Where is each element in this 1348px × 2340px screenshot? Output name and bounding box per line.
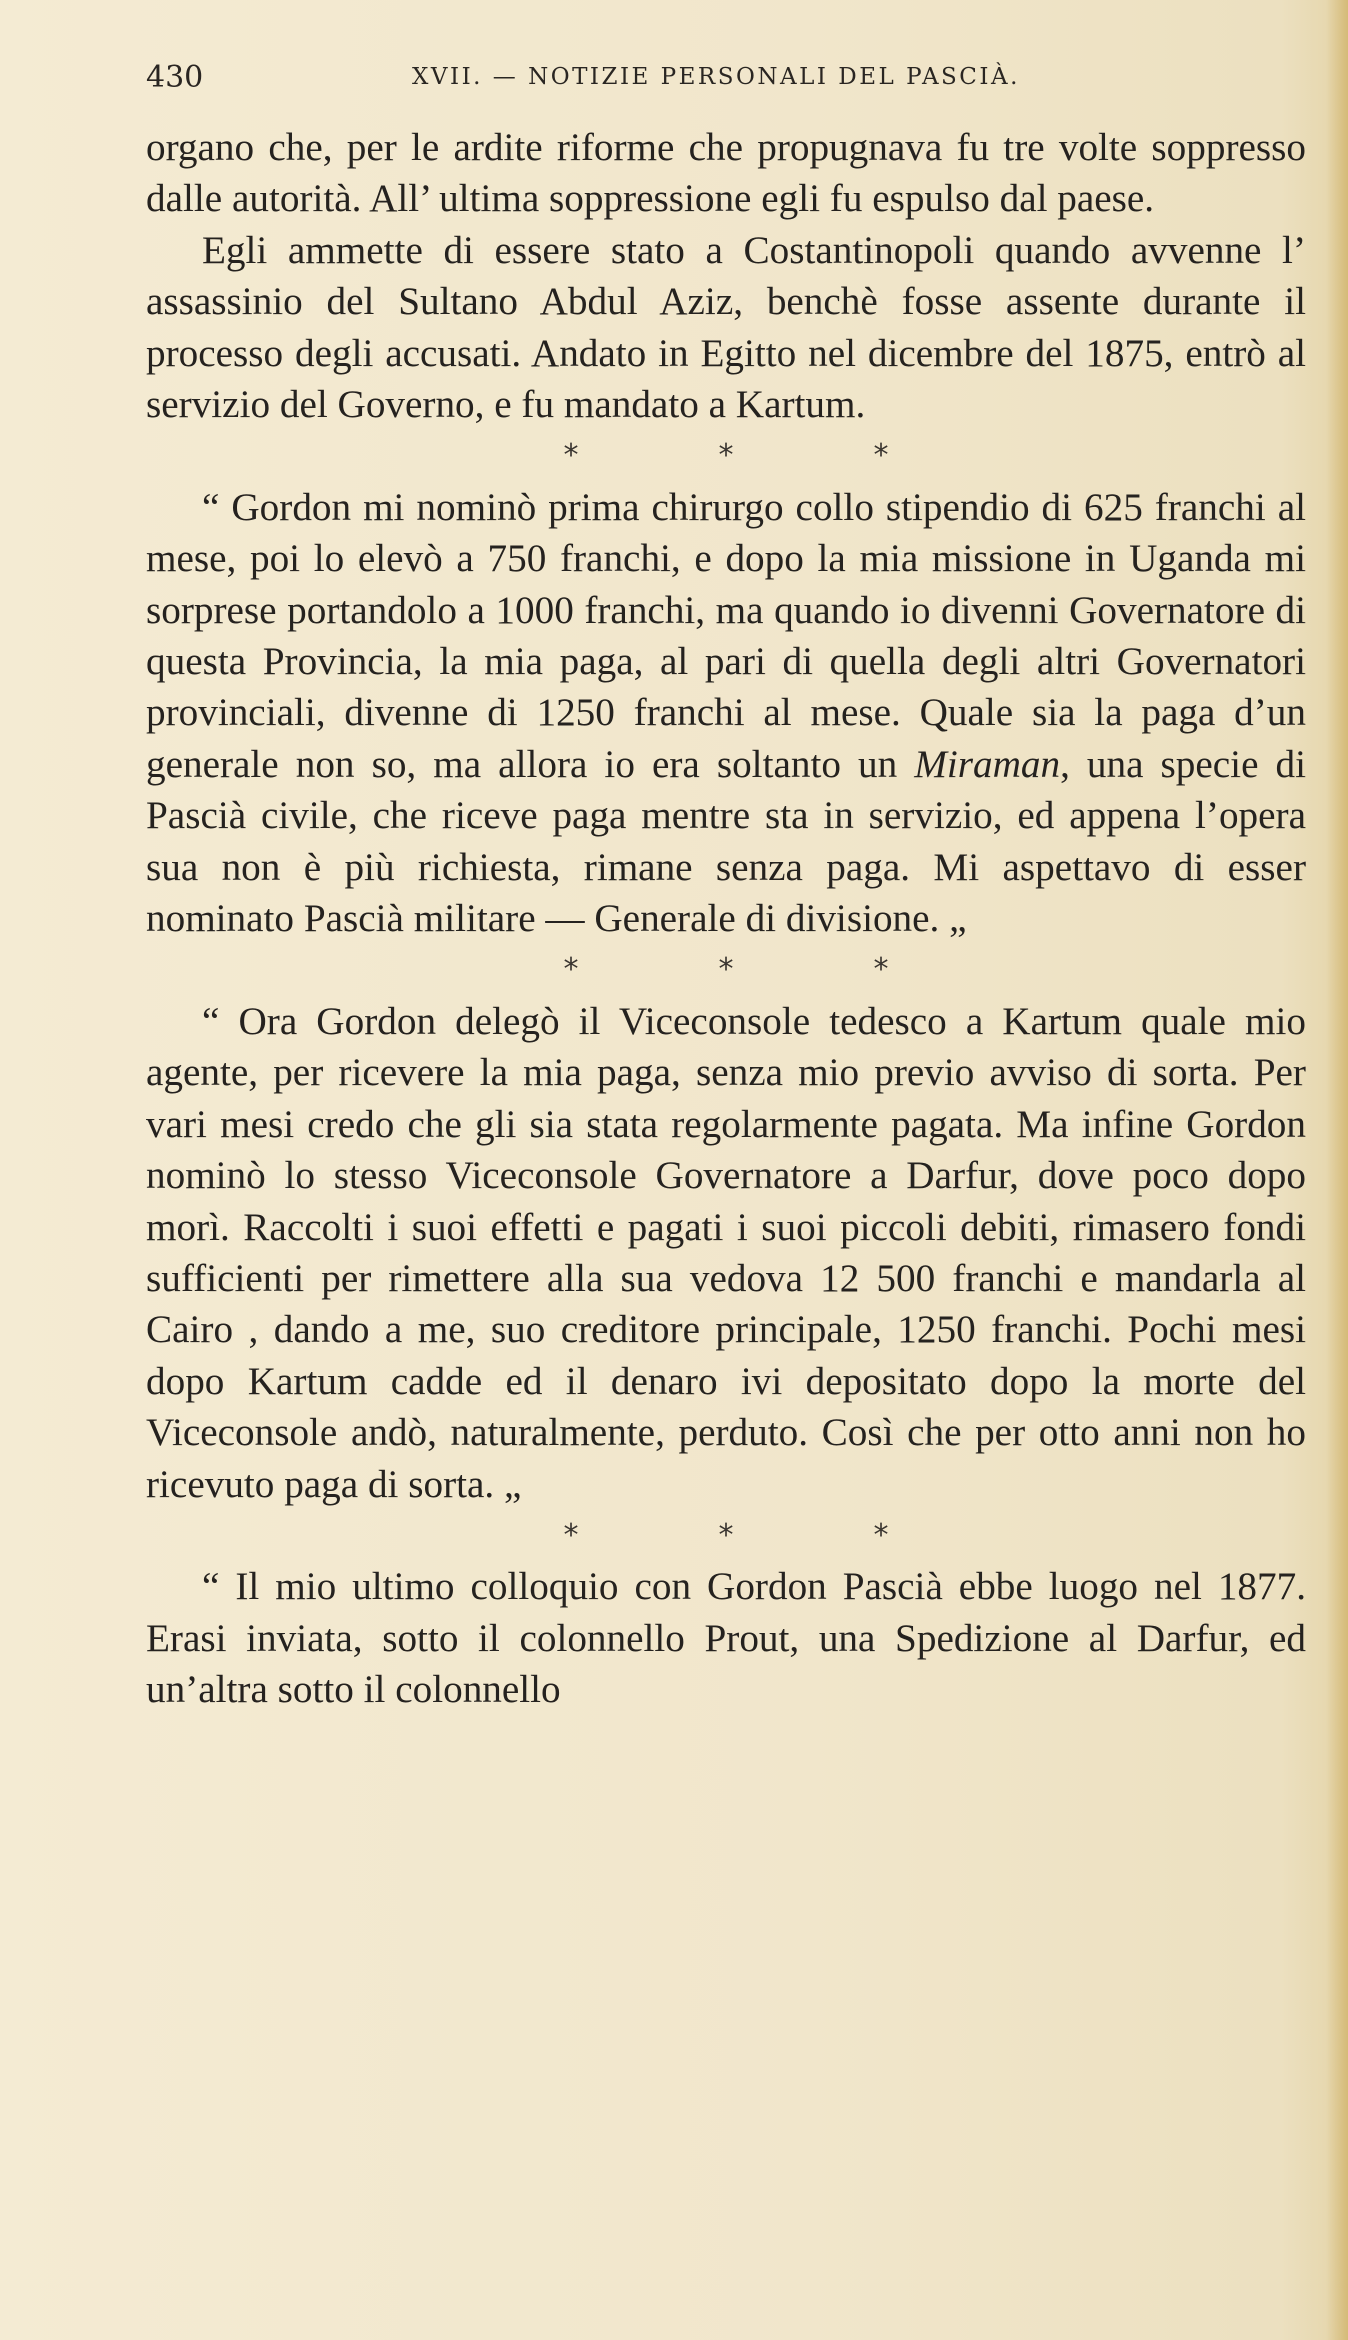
body-text	[146, 122, 1306, 1716]
section-separator-3	[146, 1510, 1306, 1561]
miraman-term: Miraman	[914, 742, 1061, 786]
page-edge-shading	[1326, 0, 1348, 2340]
paragraph-4: “ Ora Gordon delegò il Viceconsole tedesco a Kartum quale mio agente, per ricevere la mia paga, senza mio previo avviso di sorta. Per vari mesi credo che gli sia stata regolarmente pagata. Ma infine Gordon nominò lo stesso Viceconsole Governatore a Darfur, dove poco dopo morì. Raccolti i suoi effetti e pagati i suoi piccoli debiti, rimasero fondi sufficienti per rimettere alla sua vedova 12 500 franchi e mandarla al Cairo , dando a me, suo creditore principale, 1250 franchi. Pochi mesi dopo Kartum cadde ed il denaro ivi depositato dopo la morte del Viceconsole andò, naturalmente, perduto. Così che per otto anni non ho ricevuto paga di sorta. „	[146, 999, 1306, 1506]
paragraph-3-text-b: , una specie di Pascià civile, che riceve paga mentre sta in servizio, ed appena l’opera sua non è più richiesta, rimane senza paga. Mi aspettavo di esser nominato Pascià militare — Generale di divisione. „	[146, 742, 1306, 941]
asterisk-1: *	[563, 1517, 579, 1553]
asterisk-1: *	[563, 952, 579, 988]
paragraph-2: Egli ammette di essere stato a Costantinopoli quando avvenne l’ assassinio del Sultano Abdul Aziz, benchè fosse assente durante il processo degli accusati. Andato in Egitto nel dicembre del 1875, entrò al servizio del Governo, e fu mandato a Kartum.	[146, 228, 1306, 427]
page-header	[146, 56, 1316, 106]
asterisk-3: *	[873, 438, 889, 474]
paragraph-5: “ Il mio ultimo colloquio con Gordon Pascià ebbe luogo nel 1877. Erasi inviata, sotto il colonnello Prout, una Spedizione al Darfur, ed un’altra sotto il colonnello	[146, 1565, 1306, 1712]
section-separator-2	[146, 944, 1306, 995]
paragraph-1: organo che, per le ardite riforme che propugnava fu tre volte soppresso dalle autorità. All’ ultima soppressione egli fu espulso dal paese.	[146, 126, 1306, 221]
paragraph-3	[146, 482, 1306, 945]
asterisk-1: *	[563, 438, 579, 474]
asterisk-2: *	[718, 952, 734, 988]
asterisk-2: *	[718, 1517, 734, 1553]
section-separator-1	[146, 430, 1306, 481]
paragraph-3-text-a: “ Gordon mi nominò prima chirurgo collo stipendio di 625 franchi al mese, poi lo elevò a 750 franchi, e dopo la mia missione in Uganda mi sorprese portandolo a 1000 franchi, ma quando io divenni Governatore di questa Provincia, la mia paga, al pari di quella degli altri Governatori provinciali, divenne di 1250 franchi al mese. Quale sia la paga d’un generale non so, ma allora io era soltanto un	[146, 485, 1306, 786]
asterisk-3: *	[873, 1517, 889, 1553]
page-number: 430	[146, 60, 204, 95]
asterisk-2: *	[718, 438, 734, 474]
asterisk-3: *	[873, 952, 889, 988]
running-head: XVII. — NOTIZIE PERSONALI DEL PASCIÀ.	[412, 64, 1020, 90]
